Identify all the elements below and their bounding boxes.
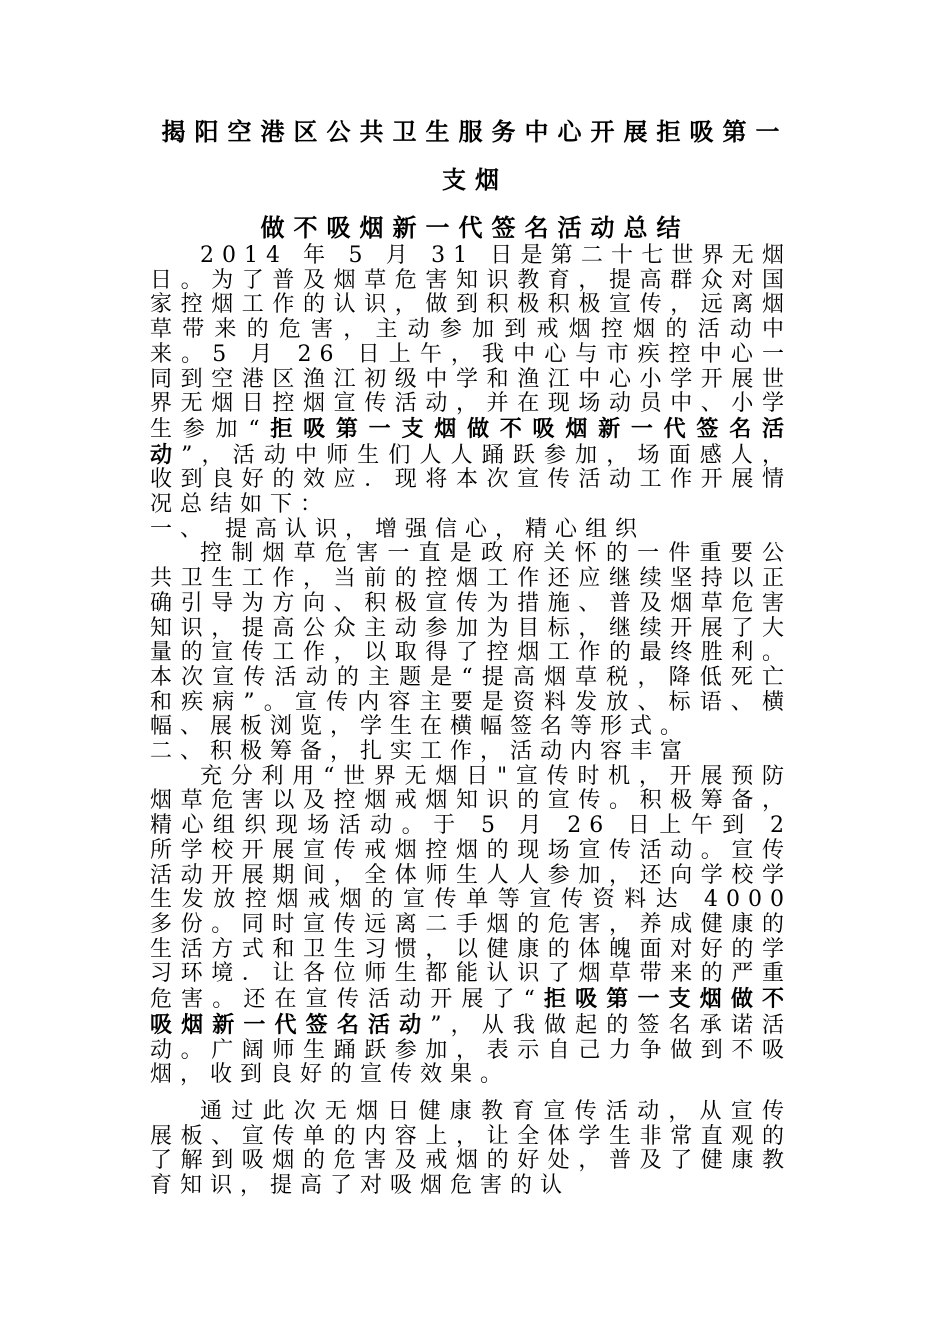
document-body (150, 244, 792, 1199)
section-2-heading: 二、积极筹备，扎实工作，活动内容丰富 (150, 739, 691, 765)
intro-text-2: ”，活动中师生们人人踊跃参加，场面感人，收到良好的效应．现将本次宣传活动工作开展情况总结如下： (150, 442, 792, 518)
section-2-paragraph (150, 765, 792, 1088)
section-1-heading: 一、 提高认识，增强信心，精心组织 (150, 516, 645, 542)
title-line-1: 揭阳空港区公共卫生服务中心开展拒吸第一 (161, 117, 789, 146)
section-2-bold-activity: 拒吸第一支烟做不吸烟新一代签名活动 (150, 986, 792, 1038)
closing-paragraph: 通过此次无烟日健康教育宣传活动，从宣传展板、宣传单的内容上，让全体学生非常直观的了解到吸烟的危害及戒烟的好处，普及了健康教育知识，提高了对吸烟危害的认 (150, 1098, 792, 1199)
section-2-text-2: ”，从我做起的签名承诺活动。广阔师生踊跃参加，表示自己力争做到不吸烟，收到良好的宣传效果。 (150, 1012, 792, 1088)
section-2-text-1: 充分利用“世界无烟日"宣传时机，开展预防烟草危害以及控烟戒烟知识的宣传。积极筹备，精心组织现场活动。于 5 月 26 日上午到 2 所学校开展宣传戒烟控烟的现场宣传活动。宣传活动开展期间，全体师生人人参加，还向学校学生发放控烟戒烟的宣传单等宣传资料达 4000 多份。同时宣传远离二手烟的危害，养成健康的生活方式和卫生习惯，以健康的体魄面对好的学习环境．让各位师生都能认识了烟草带来的严重危害。还在宣传活动开展了“ (150, 763, 792, 1013)
section-1-paragraph: 控制烟草危害一直是政府关怀的一件重要公共卫生工作，当前的控烟工作还应继续坚持以正确引导为方向、积极宣传为措施、普及烟草危害知识，提高公众主动参加为目标，继续开展了大量的宣传工作，以取得了控烟工作的最终胜利。本次宣传活动的主题是“提高烟草税，降低死亡和疾病”。宣传内容主要是资料发放、标语、横幅、展板浏览，学生在横幅签名等形式。 (150, 541, 792, 740)
title-line-3: 做不吸烟新一代签名活动总结 (260, 213, 690, 242)
intro-text-1: 2014 年 5 月 31 日是第二十七世界无烟日。为了普及烟草危害知识教育，提高群众对国家控烟工作的认识，做到积极积极宣传，远离烟草带来的危害，主动参加到戒烟控烟的活动中来。5 月 26 日上午，我中心与市疾控中心一同到空港区渔江初级中学和渔江中心小学开展世界无烟日控烟宣传活动，并在现场动员中、小学生参加“ (150, 243, 792, 442)
intro-paragraph (150, 244, 792, 518)
intro-bold-activity: 拒吸第一支烟做不吸烟新一代签名活动 (150, 415, 792, 468)
title-line-2: 支烟 (442, 165, 508, 194)
